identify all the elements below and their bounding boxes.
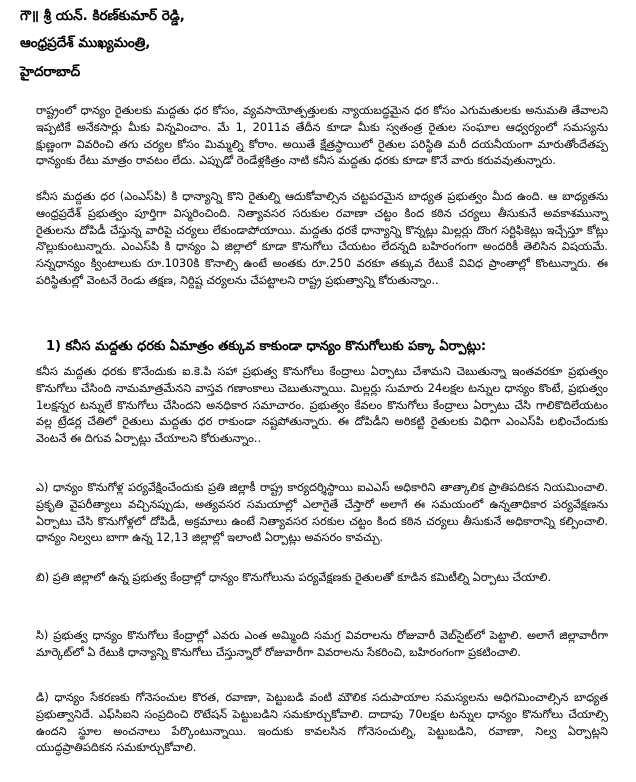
paragraph-procurement-centres: కనీస మద్దతు ధరకు కొనేందుకు ఐ.కె.పి సహా ప్రభుత్వ కొనుగోలు కేంద్రాలు ఏర్పాటు చేశామని చెబుతున్నా ఇంతవరకూ ప్రభుత్వం కొనుగోలు చేసింది నామమాత్రమేనని వాస్తవ గణాంకాలు చెబుతున్నాయి. మిల్లర్లు సుమారు 24లక్షల టన్నుల ధాన్యం కొంటే, ప్రభుత్వం 1లక్షన్నర టన్నులే కొనుగోలు చేసిందని అనధికార సమాచారం. ప్రభుత్వం కేవలం కొనుగోలు కేంద్రాలు ఏర్పాటు చేసి గాలికొదిలేయటం వల్ల ట్రేడర్ల చేతిలో రైతులు మద్దతు ధర రాకుండా నష్టపోతున్నారు. ఈ దోపిడీని అరికట్టి రైతులకు విధిగా ఎంఎస్‌పి లభించేందుకు వెంటనే ఈ దిగువ ఏర్పాట్లు చేయాలని కోరుతున్నాం.. <box>36 365 608 446</box>
section-heading: 1) కనీస మద్దతు ధరకు ఏమాత్రం తక్కువ కాకుండా ధాన్యం కొనుగోలుకు పక్కా ఏర్పాట్లు: <box>46 339 487 354</box>
paragraph-item-a: ఎ) ధాన్యం కొనుగోళ్ల పర్యవేక్షించేందుకు ప్రతి జిల్లాకీ రాష్ట్ర కార్యదర్శిస్థాయి ఐఎఎస్ అధికారిని తాత్కాలిక ప్రాతిపదికన నియమించాలి. ప్రకృతి వైపరీత్యాలు వచ్చినప్పుడు, అత్యవసర సమయాల్లో ఎలాగైతే చేస్తారో అలాగే ఈ సమయంలో ఉన్నతాధికార పర్యవేక్షణను ఏర్పాటు చేసి కొనుగోళ్లలో దోపిడీ, అక్రమాలు ఉంటే నిత్యావసర సరకుల చట్టం కింద కఠిన చర్యలు తీసుకునే అధికారాన్ని కల్పించాలి. ధాన్యం నిల్వలు బాగా ఉన్న 12,13 జిల్లాల్లో ఇలాంటి ఏర్పాట్లు అవసరం కావచ్చు. <box>36 481 608 545</box>
paragraph-item-c: సి) ప్రభుత్వ ధాన్యం కొనుగోలు కేంద్రాల్లో ఎవరు ఎంత అమ్మింది సమగ్ర వివరాలను రోజువారీ వెబ్‌సైట్‌లో పెట్టాలి. అలాగే జిల్లావారీగా మార్కెట్‌లో ఏ రేటుకి ధాన్యాన్ని కొనుగోలు చేస్తున్నారో రోజువారీగా వివరాలను సేకరించి, బహిరంగంగా ప్రకటించాలి. <box>36 629 608 659</box>
paragraph-msp-responsibility: కనీస మద్దతు ధర (ఎంఎస్‌పి) కి ధాన్యాన్ని కొని రైతుల్ని ఆదుకోవాల్సిన చట్టపరమైన బాధ్యత ప్రభుత్వం మీద ఉంది. ఆ బాధ్యతను ఆంధ్రప్రదేశ్ ప్రభుత్వం పూర్తిగా విస్మరించింది. నిత్యావసర సరుకుల రవాణా చట్టం కింద కఠిన చర్యలు తీసుకునే అవకాశమున్నా రైతులను దోపిడీ చేస్తున్న వారిపై చర్యలు లేకుండాపోయాయి. మద్దతు ధరకే ధాన్యాన్ని కొన్నట్లు మిల్లర్లు దొంగ సర్టిఫికెట్లు ఇచ్చేస్తూ కోట్లు నొల్లుకుంటున్నారు. ఎంఎస్‌పి కి ధాన్యం ఏ జిల్లాలో కూడా కొనుగోలు చేయటం లేదన్నది బహిరంగంగా అందరికీ తెలిసిన విషయమే. సన్నధాన్యం క్వింటాలుకు రూ.1030కి కొనాల్సి ఉంటే అంతకు రూ.250 వరకూ తక్కువ రేటుకే వివిధ ప్రాంతాల్లో కొంటున్నారు. ఈ పరిస్థితుల్లో వెంటనే రెండు తక్షణ, నిర్దిష్ట చర్యలను చేపట్టాలని రాష్ట్ర ప్రభుత్వాన్ని కోరుతున్నాం.. <box>36 190 608 287</box>
paragraph-item-b: బి) ప్రతి జిల్లాలో ఉన్న ప్రభుత్వ కేంద్రాల్లో ధాన్యం కొనుగోలును పర్యవేక్షణకు రైతులతో కూడిన కమిటీల్ని ఏర్పాటు చేయాలి. <box>36 571 552 584</box>
recipient-city: హైదరాబాద్ <box>20 64 81 80</box>
paragraph-item-d: డి) ధాన్యం సేకరణకు గోనెసంచుల కొరత, రవాణా, పెట్టుబడి వంటి మౌలిక సదుపాయాల సమస్యలను అధిగమించాల్సిన బాధ్యత ప్రభుత్వానిదే. ఎఫ్‌సిఐని సంప్రదించి రొటేషన్ పెట్టుబడిని సమకూర్చుకోవాలి. దాదాపు 70లక్షల టన్నుల ధాన్యం కొనుగోలు చేయాల్సి ఉందని స్థూల అంచనాలు పేర్కొంటున్నాయి. ఇందుకు కావలసిన గోనెసంచుల్ని, పెట్టుబడిని, రవాణా, నిల్వ ఏర్పాట్లని యుద్ధప్రాతిపదికన సమకూర్చుకోవాలి. <box>36 691 608 755</box>
recipient-designation: ఆంధ్రప్రదేశ్ ముఖ్యమంత్రి, <box>20 35 151 51</box>
recipient-name: గౌ॥ శ్రీ యన్. కిరణ్‌కుమార్ రెడ్డి, <box>20 8 185 24</box>
paragraph-intro: రాష్ట్రంలో ధాన్యం రైతులకు మద్దతు ధర కోసం, వ్యవసాయోత్పత్తులకు న్యాయబద్ధమైన ధర కోసం ఎగుమతులకు అనుమతి తేవాలని ఇప్పటికే అనేకసార్లు మీకు విన్నవించాం. మే 1, 2011వ తేదీన కూడా మీకు స్వతంత్ర రైతుల సంఘాల ఆధ్వర్యంలో సమస్యను క్షుణ్ణంగా వివరించి తగు చర్యల కోసం మిమ్మల్ని కోరాం. అయితే క్షేత్రస్థాయిలో రైతుల పరిస్థితి మరీ దయనీయంగా మారుతోందేతప్ప ధాన్యంకు రేటు మాత్రం రావటం లేదు. ఎప్పుడో రెండేళ్లకిత్రం నాటి కనీస మద్దతు ధరకు కూడా కొనే వారు కరువవుతున్నారు. <box>36 104 608 168</box>
